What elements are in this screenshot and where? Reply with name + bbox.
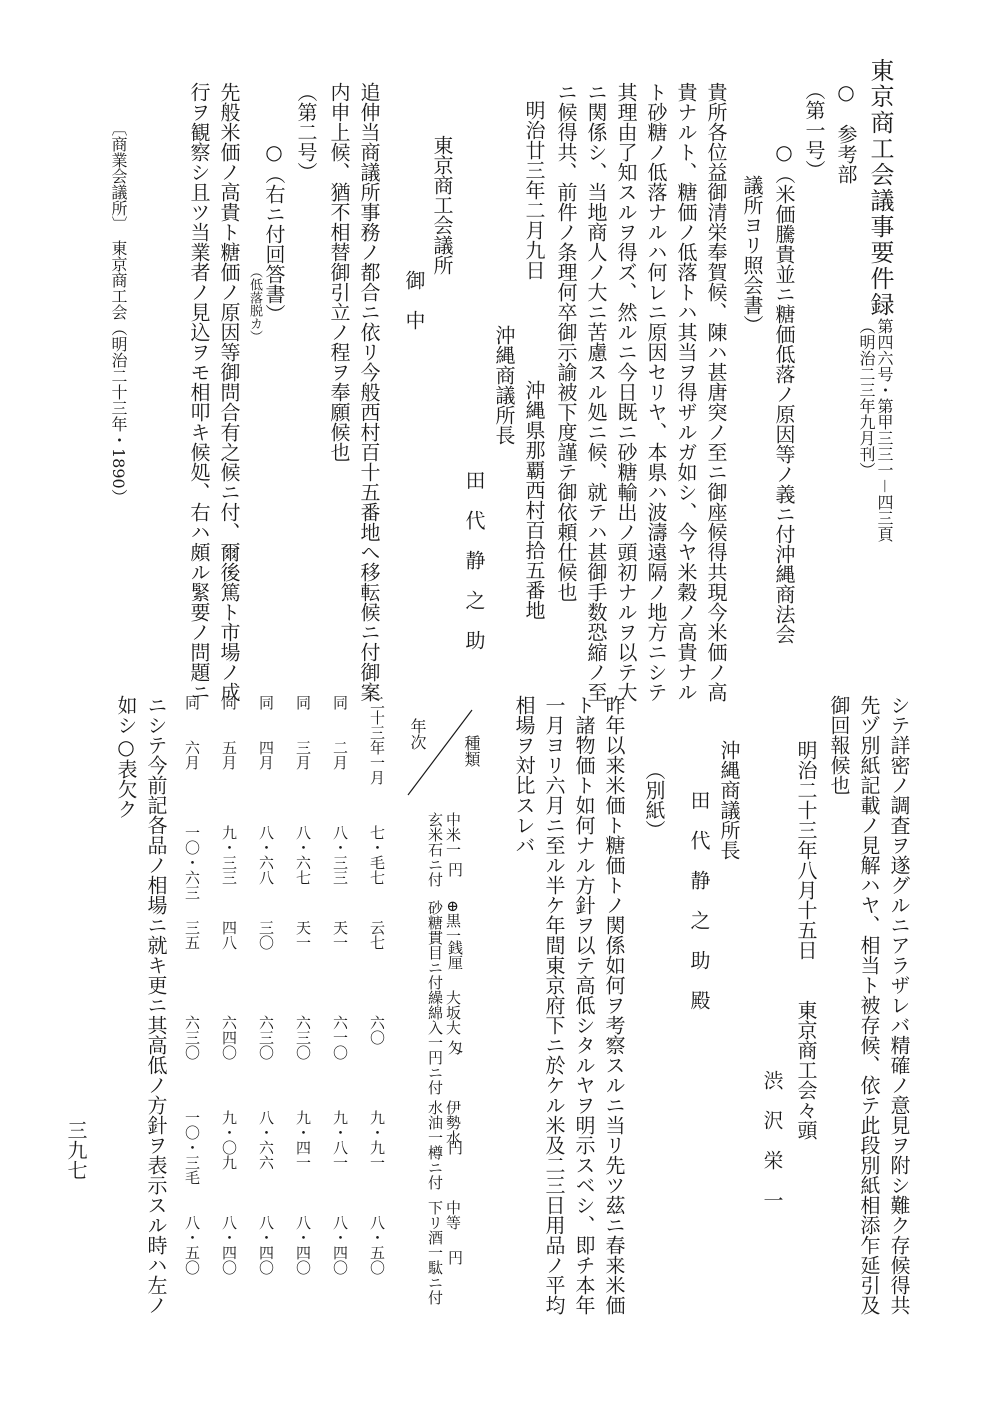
table-row-period: 同 五月 <box>220 695 238 770</box>
document-title: 東京商工会議事要件録 <box>866 58 894 318</box>
column-label: 伊勢水 <box>444 1100 462 1145</box>
column-label: 砂糖貫目ニ付 <box>426 900 444 990</box>
table-cell: 四八 <box>220 920 238 950</box>
recipient-honorific: 御 中 <box>402 270 426 330</box>
column-label: 中米一 <box>444 812 462 857</box>
sender-address: 沖縄県那覇西村百拾五番地 <box>522 380 546 620</box>
table-cell: 六三〇 <box>257 1015 275 1060</box>
letter-line: ニ候得共、前件ノ条理何卒御示諭被下度謹テ御依頼仕候也 <box>554 82 578 602</box>
letter-line: 貴所各位益御清栄奉賀候、陳ハ甚唐突ノ至ニ御座候得共現今米価ノ高 <box>704 82 728 702</box>
source-note: 第四六号・第甲三三一－四三頁 <box>875 318 894 543</box>
column-unit: 円 <box>446 862 464 877</box>
section-label: ○ 参考部 <box>834 80 858 184</box>
table-cell: 八・六八 <box>257 825 275 885</box>
sender-name: 田 代 静 之 助 <box>462 470 486 650</box>
sender-org: 沖縄商議所長 <box>492 325 516 445</box>
table-row-period: 同 六月 <box>183 695 201 770</box>
column-unit: 匁 <box>446 1040 464 1055</box>
letter-line: ニ関係シ、当地商人ノ大ニ苦慮スル処ニ候、就テハ甚御手数恐縮ノ至 <box>584 82 608 702</box>
table-header-year: 年次 <box>408 718 427 750</box>
table-cell: 三〇 <box>257 920 275 950</box>
letter-line: 貴ナルト、糖価ノ低落トハ其当ヲ得ザルガ如シ、今ヤ米穀ノ高貴ナル <box>674 82 698 702</box>
table-cell: 八・三三 <box>331 825 349 885</box>
attachment-label: （別紙） <box>642 760 666 840</box>
table-cell: 八・六七 <box>294 825 312 885</box>
table-cell: 八・四〇 <box>257 1215 275 1275</box>
recipient-org: 東京商工会議所 <box>430 135 454 275</box>
item1-label: （第一号） <box>802 80 826 180</box>
letter-line: 其理由了知スルヲ得ズ、然ルニ今日既ニ砂糖輸出ノ頭初ナルヲ以テ大 <box>614 82 638 702</box>
closing-line: 如シ○表欠ク <box>114 695 138 819</box>
table-row-period: 同 四月 <box>257 695 275 770</box>
table-cell: 六三〇 <box>183 1015 201 1060</box>
table-cell: 八・六六 <box>257 1110 275 1170</box>
column-unit: 円 <box>446 1140 464 1155</box>
reply-line: 行ヲ観察シ且ツ当業者ノ見込ヲモ相叩キ候処、右ハ頗ル緊要ノ問題ニ <box>187 82 211 702</box>
source-note-date: （明治二三年九月刊） <box>857 318 876 478</box>
table-cell: 八・四〇 <box>331 1215 349 1275</box>
item2-heading: ○（右ニ付回答書） <box>262 140 286 324</box>
attachment-line: 相場ヲ対比スレバ <box>512 695 536 855</box>
table-cell: 天一 <box>294 920 312 950</box>
table-row-period: 同 二月 <box>331 695 349 770</box>
reply-date: 明治二十三年八月十五日 <box>794 740 818 960</box>
attachment-line: 昨年以来米価ト糖価トノ関係如何ヲ考察スルニ当リ先ツ茲ニ春来米価 <box>602 695 626 1315</box>
table-cell: 三五 <box>183 920 201 950</box>
column-label: 水油一樽ニ付 <box>426 1100 444 1190</box>
column-label: 中等 <box>444 1200 462 1230</box>
table-cell: 七・毛七 <box>368 825 386 885</box>
table-cell: 八・四〇 <box>220 1215 238 1275</box>
column-label: 繰綿入一円ニ付 <box>426 990 444 1095</box>
reply-line: 先ヅ別紙記載ノ見解ハヤ、相当ト被存候、依テ此段別紙相添乍延引及 <box>857 695 881 1315</box>
item2-label: （第二号） <box>294 82 318 182</box>
letter-date: 明治廿三年二月九日 <box>522 100 546 280</box>
table-cell: 九・四一 <box>294 1110 312 1170</box>
postscript-line: 追伸当商議所事務ノ都合ニ依リ今般西村百十五番地へ移転候ニ付御案 <box>357 82 381 702</box>
table-cell: 八・五〇 <box>368 1215 386 1275</box>
table-cell: 一〇・三毛 <box>183 1110 201 1185</box>
table-cell: 九・三三 <box>220 825 238 885</box>
reply-sender-name: 渋 沢 栄 一 <box>760 1070 784 1210</box>
reply-line: シテ詳密ノ調査ヲ遂グルニアラザレバ精確ノ意見ヲ附シ難ク存候得共 <box>887 695 911 1315</box>
table-cell: 云七 <box>368 920 386 950</box>
letter-line: ト砂糖ノ低落ナルハ何レニ原因セリヤ、本県ハ波濤遠隔ノ地方ニシテ <box>644 82 668 702</box>
reply-line: 先般米価ノ高貴ト糖価ノ原因等御問合有之候ニ付、爾後篤ト市場ノ成 <box>217 82 241 702</box>
item1-heading-cont: 議所ヨリ照会書） <box>740 175 764 335</box>
column-label: 大坂大 <box>444 990 462 1035</box>
column-unit: 円 <box>446 1250 464 1265</box>
postscript-line: 内申上候、猶不相替御引立ノ程ヲ奉願候也 <box>327 82 351 462</box>
table-cell: 八・四〇 <box>294 1215 312 1275</box>
table-cell: 八・五〇 <box>183 1215 201 1275</box>
table-cell: 六一〇 <box>331 1015 349 1060</box>
table-cell: 六四〇 <box>220 1015 238 1060</box>
reply-recipient-org: 沖縄商議所長 <box>717 740 741 860</box>
table-cell: 六〇 <box>368 1015 386 1045</box>
reply-annotation: （低落脱カ） <box>247 265 262 343</box>
page-number: 三九七 <box>64 1120 88 1180</box>
table-cell: 九・八一 <box>331 1110 349 1170</box>
reply-sender-org: 東京商工会々頭 <box>794 1000 818 1140</box>
attachment-line: ト諸物価ト如何ナル方針ヲ以テ高低シタルヤヲ明示スベシ、即チ本年 <box>572 695 596 1315</box>
item1-heading: ○（米価騰貴並ニ糖価低落ノ原因等ノ義ニ付沖縄商法会 <box>772 140 796 644</box>
column-label: ⊕黒一 <box>444 900 462 943</box>
table-row-period: 同 三月 <box>294 695 312 770</box>
table-cell: 一〇・六三 <box>183 825 201 900</box>
column-label: 下リ酒一駄ニ付 <box>426 1200 444 1305</box>
table-row-period: 二十三年一月 <box>368 695 386 785</box>
closing-line: ニシテ今前記各品ノ相場ニ就キ更ニ其高低ノ方針ヲ表示スル時ハ左ノ <box>144 695 168 1315</box>
table-cell: 天一 <box>331 920 349 950</box>
footer-citation: 〔商業会議所〕 東京商工会（明治二十三年・1890） <box>109 120 128 505</box>
table-cell: 九・九一 <box>368 1110 386 1170</box>
reply-line: 御回報候也 <box>827 695 851 795</box>
table-header-type: 種類 <box>462 735 481 767</box>
attachment-line: 一月ヨリ六月ニ至ル半ケ年間東京府下ニ於ケル米及二三日用品ノ平均 <box>542 695 566 1315</box>
table-cell: 九・〇九 <box>220 1110 238 1170</box>
column-unit: 銭厘 <box>446 940 464 970</box>
column-label: 玄米石ニ付 <box>426 812 444 887</box>
table-cell: 六三〇 <box>294 1015 312 1060</box>
reply-recipient-name: 田 代 静 之 助 殿 <box>687 790 711 1010</box>
